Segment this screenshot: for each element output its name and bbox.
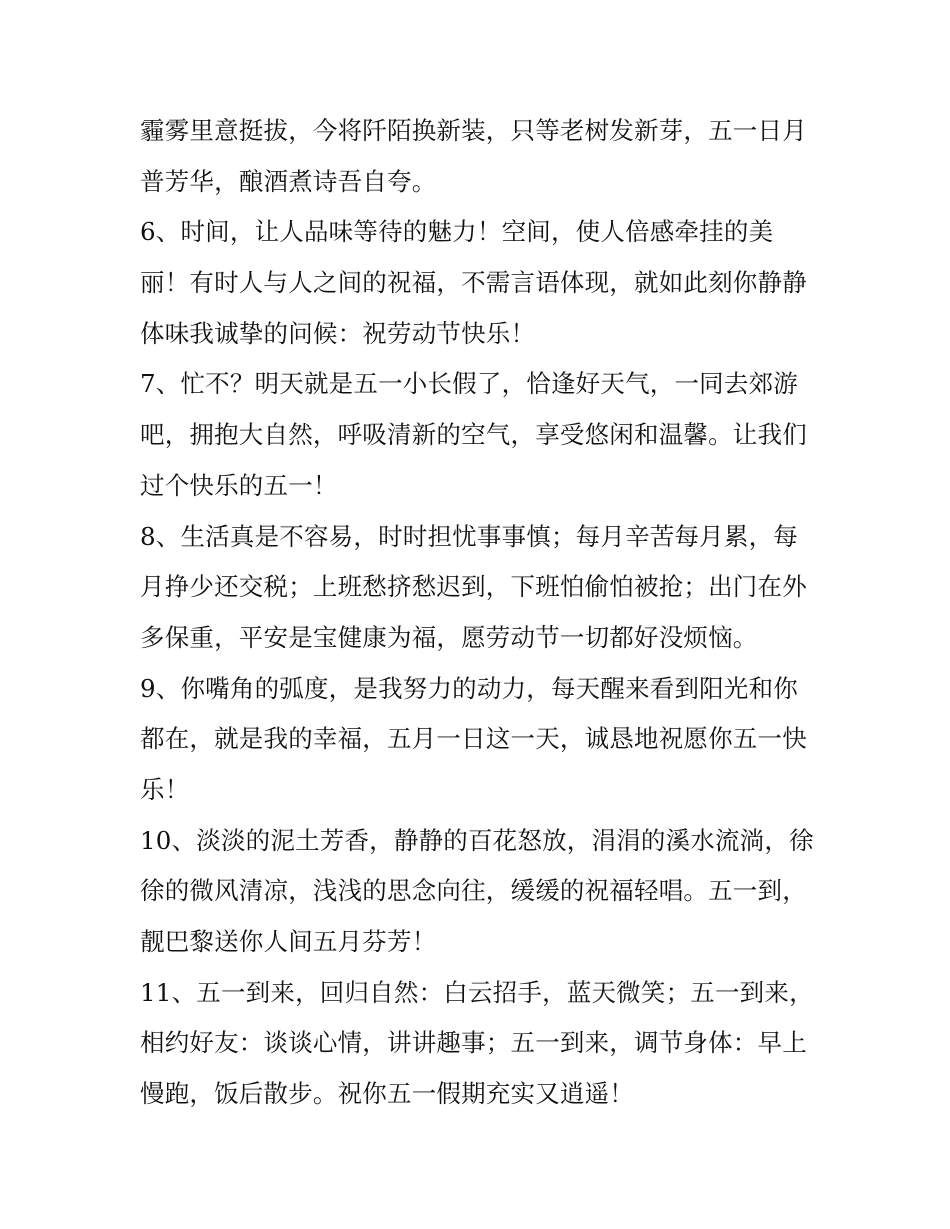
text-line-6: 7、忙不？明天就是五一小长假了，恰逢好天气，一同去郊游 [140, 369, 798, 399]
text-line-15: 10、淡淡的泥土芳香，静静的百花怒放，涓涓的溪水流淌，徐 [140, 825, 814, 855]
text-line-5: 体味我诚挚的问候：祝劳动节快乐！ [140, 318, 536, 348]
text-line-12: 9、你嘴角的弧度，是我努力的动力，每天醒来看到阳光和你 [140, 673, 798, 703]
text-line-14: 乐！ [140, 774, 190, 804]
text-line-17: 靓巴黎送你人间五月芬芳！ [140, 927, 437, 956]
text-line-11: 多保重，平安是宝健康为福，愿劳动节一切都好没烦恼。 [140, 622, 758, 652]
text-line-2: 普芳华，酿酒煮诗吾自夸。 [140, 166, 437, 196]
text-line-20: 慢跑，饭后散步。祝你五一假期充实又逍遥！ [140, 1079, 634, 1109]
text-line-16: 徐的微风清凉，浅浅的思念向往，缓缓的祝福轻唱。五一到， [140, 876, 807, 906]
text-line-10: 月挣少还交税；上班愁挤愁迟到，下班怕偷怕被抢；出门在外 [140, 572, 807, 602]
text-line-7: 吧，拥抱大自然，呼吸清新的空气，享受悠闲和温馨。让我们 [140, 420, 807, 450]
text-line-4: 丽！有时人与人之间的祝福，不需言语体现，就如此刻你静静 [140, 268, 807, 298]
text-line-13: 都在，就是我的幸福，五月一日这一天，诚恳地祝愿你五一快 [140, 724, 807, 754]
text-line-19: 相约好友：谈谈心情，讲讲趣事；五一到来，调节身体：早上 [140, 1028, 807, 1058]
text-line-18: 11、五一到来，回归自然：白云招手，蓝天微笑；五一到来， [140, 977, 814, 1007]
text-line-8: 过个快乐的五一！ [140, 470, 338, 500]
document-body [140, 106, 820, 1120]
text-line-1: 霾雾里意挺拔，今将阡陌换新装，只等老树发新芽，五一日月 [140, 116, 807, 145]
text-line-9: 8、生活真是不容易，时时担忧事事慎；每月辛苦每月累，每 [140, 521, 798, 551]
text-line-3: 6、时间，让人品味等待的魅力！空间，使人倍感牵挂的美 [140, 217, 774, 247]
